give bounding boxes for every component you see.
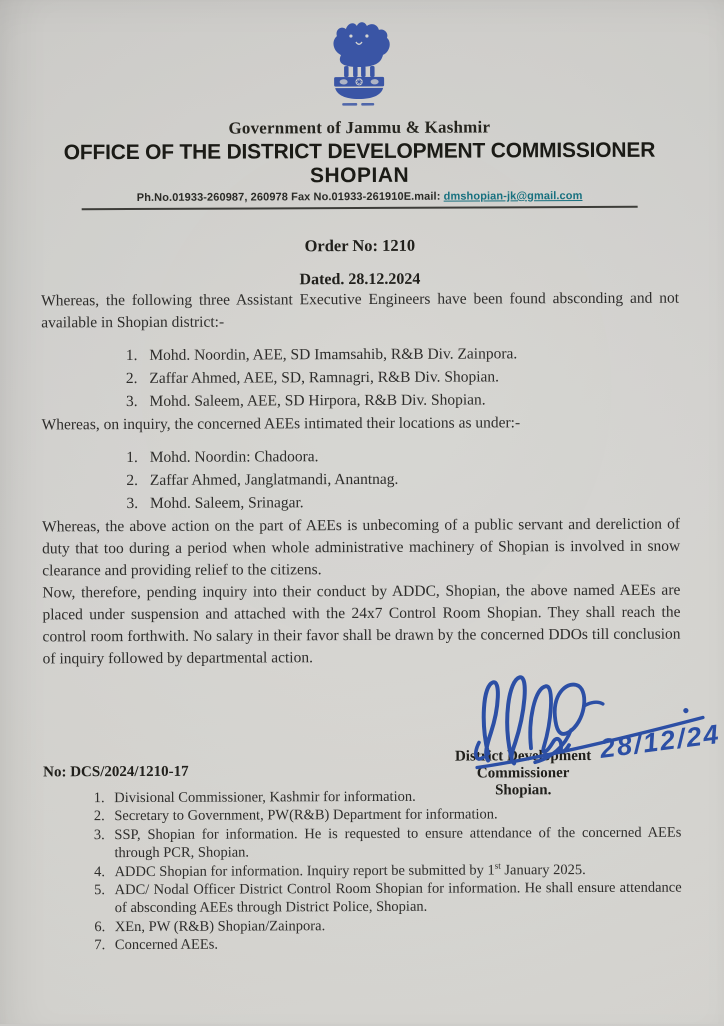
distribution-item: 4. ADDC Shopian for information. Inquiry report be submitted by 1st January 2025. [109, 861, 682, 881]
contact-line [82, 190, 637, 210]
distribution-item: 1. Divisional Commissioner, Kashmir for information. [108, 787, 681, 807]
distribution-item: 2. Secretary to Government, PW(R&B) Department for information. [108, 806, 681, 826]
phone-fax-text: Ph.No.01933-260987, 260978 Fax No.01933-261910E.mail: [136, 190, 444, 204]
list-item: 1. Mohd. Noordin, AEE, SD Imamsahib, R&B Div. Zainpora. [141, 342, 679, 366]
locations-list [42, 444, 680, 515]
list-item: 3. Mohd. Saleem, AEE, SD Hirpora, R&B Div. Shopian. [141, 388, 679, 412]
signatory-block [409, 748, 637, 801]
list-item: 1. Mohd. Noordin: Chadoora. [142, 444, 680, 468]
list-item: 2. Zaffar Ahmed, Janglatmandi, Anantnag. [142, 467, 680, 491]
order-date: Dated. 28.12.2024 [299, 270, 421, 289]
email-link[interactable]: dmshopian-jk@gmail.com [443, 189, 583, 203]
paragraph-absconding: Whereas, the following three Assistant Executive Engineers have been found absconding and not available in Shopian district:- [41, 289, 680, 332]
list-item: 2. Zaffar Ahmed, AEE, SD, Ramnagri, R&B Div. Shopian. [141, 365, 679, 389]
office-title: OFFICE OF THE DISTRICT DEVELOPMENT COMMISSIONER [63, 138, 656, 165]
signatory-title: District Development Commissioner [454, 747, 592, 782]
absconding-aees-list [41, 342, 679, 413]
paragraph-inquiry: Whereas, on inquiry, the concerned AEEs intimated their locations as under:- [41, 414, 521, 434]
paragraph-dereliction: Whereas, the above action on the part of AEEs is unbecoming of a public servant and dereliction of duty that too during a period when whole administrative machinery of Shopian is involved in snow clearance and providing relief to the citizens. [42, 515, 681, 580]
handwritten-date: 28/12/24 [598, 718, 722, 764]
order-number: Order No: 1210 [304, 235, 416, 256]
distribution-list [43, 787, 682, 955]
paragraph-suspension: Now, therefore, pending inquiry into their conduct by ADDC, Shopian, the above named AEEs are placed under suspension and attached with the 24x7 Control Room Shopian. They shall reach the control room forthwith. No salary in their favor shall be drawn by the concerned DDOs till conclusion of inquiry followed by departmental action. [42, 581, 681, 668]
distribution-item: 3. SSP, Shopian for information. He is requested to ensure attendance of the concerned AEEs through PCR, Shopian. [108, 825, 681, 863]
distribution-item: 5. ADC/ Nodal Officer District Control Room Shopian for information. He shall ensure attendance of absconding AEEs through District Police, Shopian. [109, 880, 682, 918]
emblem-motto [342, 103, 374, 106]
government-line: Government of Jammu & Kashmir [228, 117, 491, 138]
distribution-item: 6. XEn, PW (R&B) Shopian/Zainpora. [109, 916, 682, 936]
distribution-item: 7. Concerned AEEs. [109, 935, 682, 955]
india-national-emblem-icon [320, 20, 398, 108]
signatory-place: Shopian. [495, 782, 552, 799]
letterhead [40, 0, 679, 210]
office-district: SHOPIAN [309, 163, 410, 187]
list-item: 3. Mohd. Saleem, Srinagar. [142, 490, 680, 514]
reference-number: No: DCS/2024/1210-17 [43, 763, 189, 781]
